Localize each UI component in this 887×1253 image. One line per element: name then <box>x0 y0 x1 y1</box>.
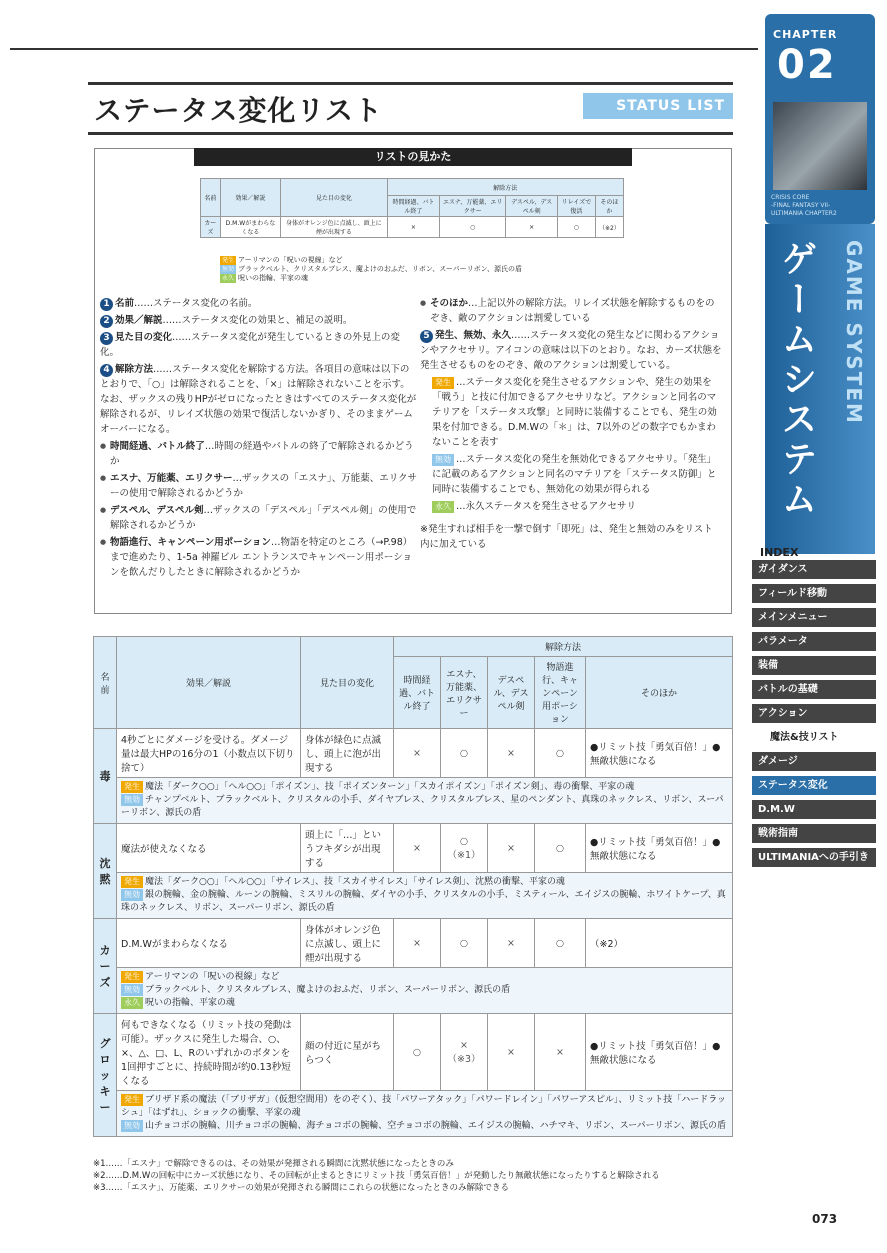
index-item-guidance[interactable]: ガイダンス <box>752 560 876 579</box>
legend-left-column: 1 名前……ステータス変化の名前。 2 効果／解説……ステータス変化の効果と、補足の説明。 3 見た目の変化……ステータス変化が発生しているときの外見上の変化。 4 解除方法……ステータス変化を解除する方法。各項目の意味は以下のとおりで、「○」は解除されることを、「×」は解除されないことを示す。なお、ザックスの残りHPがゼロになったときはすべてのステータス変化が解除されるが、リレイズ状態の効果で復活しないかぎり、そのままゲームオーバーになる。 ● 時間経過、バトル終了…時間の経過やバトルの終了で解除されるかどうか ● エスナ、万能薬、エリクサー…ザックスの「エスナ」、万能薬、エリクサーの使用で解除されるかどうか ● デスペル、デスペル剣…ザックスの「デスペル」「デスペル剣」の使用で解除されるかどうか ● 物語進行、キャンペーン用ポーション…物語を特定のところ（→P.98）まで進めたり、1-5a 神羅ビル エントランスでキャンペーン用ポーションを飲んだりしたときに解除されるかどうか <box>100 296 418 582</box>
index-item-damage[interactable]: ダメージ <box>752 752 876 771</box>
page-title: ステータス変化リスト <box>94 94 383 127</box>
legend-heading: リストの見かた <box>194 148 632 166</box>
index-item-field[interactable]: フィールド移動 <box>752 584 876 603</box>
index-item-params[interactable]: パラメータ <box>752 632 876 651</box>
character-portrait <box>773 102 867 190</box>
index-item-battle[interactable]: バトルの基礎 <box>752 680 876 699</box>
index-item-action[interactable]: アクション <box>752 704 876 723</box>
page-title-en: STATUS LIST <box>583 93 733 119</box>
top-rule <box>10 48 758 50</box>
index-item-status[interactable]: ステータス変化 <box>752 776 876 795</box>
chapter-title-jp: ゲームシステム <box>776 240 817 520</box>
index-heading: INDEX <box>760 546 799 559</box>
index-item-magic[interactable]: 魔法&技リスト <box>752 728 876 747</box>
chapter-title-en: GAME SYSTEM <box>842 240 866 425</box>
index-item-tactics[interactable]: 戦術指南 <box>752 824 876 843</box>
legend-right-column: ● そのほか…上記以外の解除方法。リレイズ状態を解除するものをのぞき、敵のアクションは割愛している 5 発生、無効、永久……ステータス変化の発生などに関わるアクションやアクセサリ。アイコンの意味は以下のとおり。なお、カーズ状態を発生させるものをのぞき、敵のアクションは割愛している。 発生 …ステータス変化を発生させるアクションや、発生の効果を「戦う」と技に付加できるアクセサリなど。アクションと同名のマテリアを「ステータス攻撃」と同時に装備することでも、発生の効果を付加できる。D.M.Wの「＊」は、7以外のどの数字でもかまわないことを表す 無効 …ステータス変化の発生を無効化できるアクセサリ。「発生」に記載のあるアクションと同名のマテリアを「ステータス防御」と同時に装備することでも、無効化の効果が得られる 永久 …永久ステータスを発生させるアクセサリ ※発生すれば相手を一撃で倒す「即死」は、発生と無効のみをリスト内に加えている <box>420 296 722 554</box>
index-item-equip[interactable]: 装備 <box>752 656 876 675</box>
legend-sample-table: 名前 効果／解説 見た目の変化 解除方法 時間経過、バトル終了 エスナ、万能薬、エリクサー デスペル、デスペル剣 リレイズで復活 そのほか カーズ D.M.Wがまわらなくなる 身体がオレンジ色に点滅し、頭上に煙が出現する × ○ × ○ （※2） <box>200 178 624 238</box>
legend-sample-footer: 発生 アーリマンの「呪いの視線」など 無効 ブラックベルト、クリスタルブレス、魔よけのおふだ、リボン、スーパーリボン、源氏の盾 永久 呪いの指輪、平家の魂 <box>222 256 523 282</box>
index-item-ultimania[interactable]: ULTIMANIAへの手引き <box>752 848 876 867</box>
footnotes: ※1……「エスナ」で解除できるのは、その効果が発揮される瞬間に沈黙状態になったときのみ ※2……D.M.Wの回転中にカーズ状態になり、その回転が止まるときにリミット技「勇気百倍！」が発動したり無敵状態になったりすると解除される ※3……「エスナ」、万能薬、エリクサーの効果が発揮される瞬間にこれらの状態になったときのみ解除できる <box>93 1159 660 1193</box>
page-number: 073 <box>812 1212 838 1226</box>
table-row: 沈黙 魔法が使えなくなる 頭上に「…」というフキダシが出現する × ○ （※1） × ○ ●リミット技「勇気百倍！」●無敵状態になる <box>94 824 733 873</box>
chapter-tab: CHAPTER 02 CRISIS CORE -FINAL FANTASY VII- ULTIMANIA CHAPTER2 <box>765 14 875 224</box>
index-item-menu[interactable]: メインメニュー <box>752 608 876 627</box>
index-item-dmw[interactable]: D.M.W <box>752 800 876 819</box>
table-row: グロッキー 何もできなくなる（リミット技の発動は可能）。ザックスに発生した場合、○、×、△、□、L、Rのいずれかのボタンを1回押すごとに、持続時間が約0.13秒短くなる 顔の付近に星がちらつく ○ × （※3） × × ●リミット技「勇気百倍！」●無敵状態になる <box>94 1014 733 1091</box>
table-row: 毒 4秒ごとにダメージを受ける。ダメージ量は最大HPの16分の1（小数点以下切り捨て） 身体が緑色に点滅し、頭上に泡が出現する × ○ × ○ ●リミット技「勇気百倍！」●無敵状態になる <box>94 729 733 778</box>
status-table: 名前 効果／解説 見た目の変化 解除方法 時間経過、バトル終了 エスナ、万能薬、エリクサー デスペル、デスペル剣 物語進行、キャンペーン用ポーション そのほか 毒 4秒ごとにダメージを受ける。ダメージ量は最大HPの16分の1（小数点以下切り捨て） 身体が緑色に点滅し、頭上に泡が出現する × ○ × ○ ●リミット技「勇気百倍！」●無敵状態になる 発生 魔法「ダーク○○」「ヘル○○」「ポイズン」、技「ポイズンターン」「スカイポイズン」「ポイズン剣」、毒の衝撃、平家の魂 無効 チャンプベルト、ブラックベルト、クリスタルの小手、ダイヤブレス、クリスタルブレス、星のペンダント、真珠のネックレス、リボン、スーパーリボン、源氏の盾 沈黙 魔法が使えなくなる 頭上に「…」というフキダシが出現する × ○ （※1） × ○ ●リミット技「勇気百倍！」●無敵状態になる 発生 魔法「ダーク○○」「ヘル○○」「サイレス」、技「スカイサイレス」「サイレス剣」、沈黙の衝撃、平家の魂 無効 銀の腕輪、金の腕輪、ルーンの腕輪、ミスリルの腕輪、ダイヤの小手、クリスタルの小手、ミスティール、エイジスの腕輪、ホワイトケープ、真珠のネックレス、リボン、スーパーリボン、源氏の盾 カーズ D.M.Wがまわらなくなる 身体がオレンジ色に点滅し、頭上に煙が出現する × ○ × ○ （※2） 発生 アーリマンの「呪いの視線」など 無効 ブラックベルト、クリスタルブレス、魔よけのおふだ、リボン、スーパーリボン、源氏の盾 永久 呪いの指輪、平家の魂 グロッキー 何もできなくなる（リミット技の発動は可能）。ザックスに発生した場合、○、×、△、□、L、Rのいずれかのボタンを1回押すごとに、持続時間が約0.13秒短くなる 顔の付近に星がちらつく ○ × （※3） × × ●リミット技「勇気百倍！」●無敵状態になる 発生 ブリザド系の魔法（「ブリザガ」（仮想空間用）をのぞく）、技「パワーアタック」「パワードレイン」「パワーアスピル」、リミット技「ハードラッシュ」「はずれ」、ショックの衝撃、平家の魂 無効 山チョコボの腕輪、川チョコボの腕輪、海チョコボの腕輪、空チョコボの腕輪、エイジスの腕輪、ハチマキ、リボン、スーパーリボン、源氏の盾 <box>93 636 733 1137</box>
table-row: カーズ D.M.Wがまわらなくなる 身体がオレンジ色に点滅し、頭上に煙が出現する × ○ × ○ （※2） <box>94 919 733 968</box>
page-title-bar <box>88 82 733 135</box>
